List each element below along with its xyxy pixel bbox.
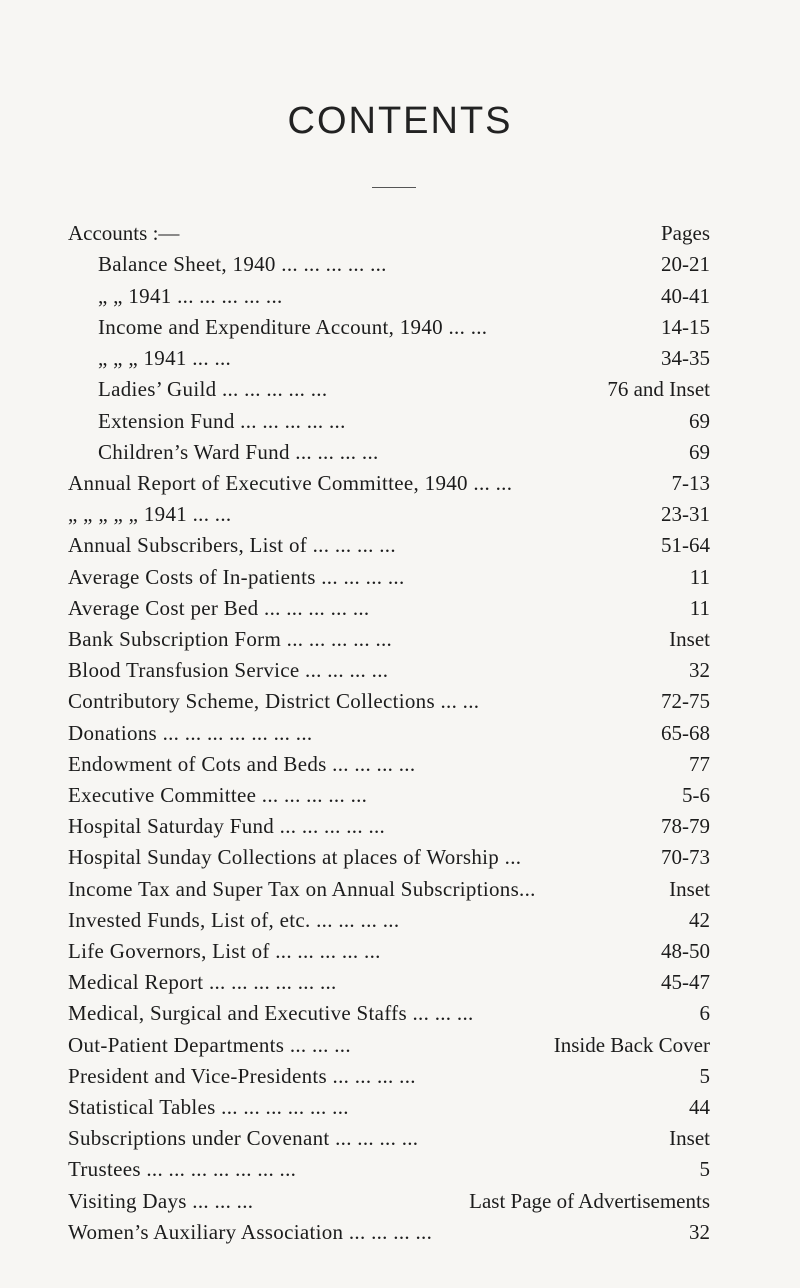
entry-page-ref: 42 (689, 908, 710, 932)
contents-entry (0, 905, 800, 935)
entry-title: Medical, Surgical and Executive Staffs ... ... ... (68, 1001, 474, 1025)
entry-title: Visiting Days ... ... ... (68, 1189, 254, 1213)
entry-title: Women’s Auxiliary Association ... ... ... ... (68, 1220, 433, 1244)
entry-title: Life Governors, List of ... ... ... ... ... (68, 939, 381, 963)
contents-entry (0, 249, 800, 279)
entry-page-ref: 70-73 (661, 845, 710, 869)
contents-header-row (0, 218, 800, 248)
entry-title: Medical Report ... ... ... ... ... ... (68, 970, 337, 994)
contents-entry (0, 811, 800, 841)
entry-title: Ladies’ Guild ... ... ... ... ... (98, 377, 328, 401)
title-divider (372, 187, 416, 188)
contents-entry (0, 468, 800, 498)
entry-page-ref: Inset (669, 1126, 710, 1150)
contents-entry (0, 1061, 800, 1091)
entry-page-ref: 11 (689, 565, 710, 589)
entry-title: Out-Patient Departments ... ... ... (68, 1033, 351, 1057)
entry-page-ref: Inset (669, 627, 710, 651)
entry-page-ref: 78-79 (661, 814, 710, 838)
entry-title: „ „ 1941 ... ... ... ... ... (98, 284, 283, 308)
entry-page-ref: 69 (689, 440, 710, 464)
entry-title: Endowment of Cots and Beds ... ... ... ... (68, 752, 416, 776)
entry-page-ref: 45-47 (661, 970, 710, 994)
entry-page-ref: 65-68 (661, 721, 710, 745)
contents-entry (0, 312, 800, 342)
entry-page-ref: 76 and Inset (607, 377, 710, 401)
contents-entry (0, 998, 800, 1028)
contents-entry (0, 562, 800, 592)
contents-entry (0, 1154, 800, 1184)
contents-entry (0, 780, 800, 810)
contents-entry (0, 406, 800, 436)
entry-page-ref: 32 (689, 658, 710, 682)
contents-entry (0, 686, 800, 716)
entry-page-ref: 48-50 (661, 939, 710, 963)
entry-page-ref: 14-15 (661, 315, 710, 339)
contents-entry (0, 343, 800, 373)
contents-entry (0, 936, 800, 966)
entry-page-ref: 77 (689, 752, 710, 776)
contents-entry (0, 1030, 800, 1060)
entry-page-ref: Last Page of Advertisements (469, 1189, 710, 1213)
entry-title: Hospital Sunday Collections at places of Worship ... (68, 845, 522, 869)
contents-entry (0, 1186, 800, 1216)
contents-entry (0, 281, 800, 311)
contents-entry (0, 530, 800, 560)
contents-entry (0, 874, 800, 904)
contents-entry (0, 437, 800, 467)
contents-entry (0, 655, 800, 685)
entry-page-ref: 23-31 (661, 502, 710, 526)
entry-page-ref: 34-35 (661, 346, 710, 370)
entry-title: Children’s Ward Fund ... ... ... ... (98, 440, 379, 464)
contents-entry (0, 842, 800, 872)
entry-title: Income and Expenditure Account, 1940 ... ... (98, 315, 488, 339)
entry-page-ref: 20-21 (661, 252, 710, 276)
entry-title: Average Cost per Bed ... ... ... ... ... (68, 596, 370, 620)
pages-column-header: Pages (661, 221, 710, 245)
entry-title: Average Costs of In-patients ... ... ... ... (68, 565, 405, 589)
contents-entry (0, 749, 800, 779)
entry-title: Extension Fund ... ... ... ... ... (98, 409, 346, 433)
entry-page-ref: 11 (689, 596, 710, 620)
entry-page-ref: 51-64 (661, 533, 710, 557)
contents-entry (0, 967, 800, 997)
entry-page-ref: 72-75 (661, 689, 710, 713)
entry-title: Subscriptions under Covenant ... ... ... ... (68, 1126, 419, 1150)
entry-title: Income Tax and Super Tax on Annual Subscriptions... (68, 877, 536, 901)
entry-title: Hospital Saturday Fund ... ... ... ... ... (68, 814, 386, 838)
entry-page-ref: 32 (689, 1220, 710, 1244)
contents-entry (0, 718, 800, 748)
entry-page-ref: 7-13 (671, 471, 710, 495)
contents-entry (0, 1123, 800, 1153)
entry-page-ref: Inset (669, 877, 710, 901)
section-label-accounts: Accounts :— (68, 221, 180, 245)
entry-title: Trustees ... ... ... ... ... ... ... (68, 1157, 297, 1181)
entry-page-ref: 5 (699, 1157, 710, 1181)
entry-page-ref: 6 (699, 1001, 710, 1025)
page-title: CONTENTS (287, 100, 513, 142)
entry-page-ref: Inside Back Cover (553, 1033, 710, 1057)
entry-title: Invested Funds, List of, etc. ... ... ... ... (68, 908, 400, 932)
entry-title: Bank Subscription Form ... ... ... ... ... (68, 627, 393, 651)
contents-entry (0, 499, 800, 529)
entry-title: President and Vice-Presidents ... ... ... ... (68, 1064, 416, 1088)
entry-page-ref: 40-41 (661, 284, 710, 308)
entry-page-ref: 44 (689, 1095, 710, 1119)
entry-title: Statistical Tables ... ... ... ... ... ... (68, 1095, 349, 1119)
contents-entry (0, 1092, 800, 1122)
entry-title: Blood Transfusion Service ... ... ... ... (68, 658, 389, 682)
contents-entry (0, 593, 800, 623)
contents-entry (0, 1217, 800, 1247)
entry-title: Annual Report of Executive Committee, 1940 ... ... (68, 471, 513, 495)
entry-title: Executive Committee ... ... ... ... ... (68, 783, 368, 807)
entry-title: Balance Sheet, 1940 ... ... ... ... ... (98, 252, 387, 276)
contents-entry (0, 624, 800, 654)
entry-page-ref: 69 (689, 409, 710, 433)
entry-title: Annual Subscribers, List of ... ... ... ... (68, 533, 396, 557)
entry-title: Contributory Scheme, District Collections ... ... (68, 689, 480, 713)
entry-title: „ „ „ 1941 ... ... (98, 346, 232, 370)
entry-page-ref: 5 (699, 1064, 710, 1088)
entry-page-ref: 5-6 (682, 783, 710, 807)
entry-title: „ „ „ „ „ 1941 ... ... (68, 502, 232, 526)
entry-title: Donations ... ... ... ... ... ... ... (68, 721, 313, 745)
contents-entry (0, 374, 800, 404)
